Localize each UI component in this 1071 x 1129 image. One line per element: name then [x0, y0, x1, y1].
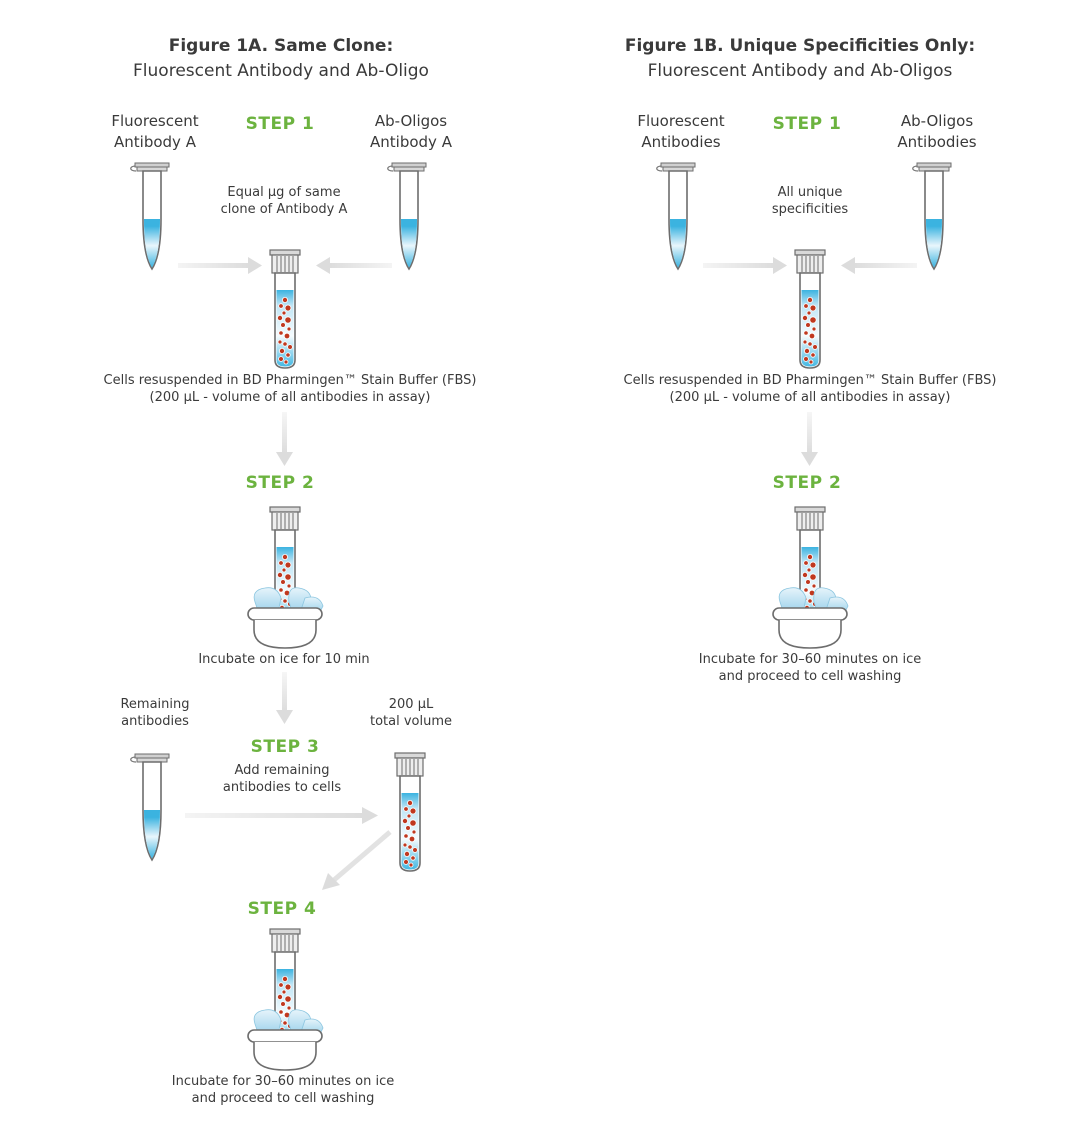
right-tube-label: Ab-Oligos Antibodies — [897, 112, 977, 151]
facs-tube-with-cells-icon — [795, 250, 825, 368]
total-volume-label: 200 µL total volume — [369, 697, 453, 729]
figure-b-subtitle: Fluorescent Antibody and Ab-Oligos — [647, 61, 953, 81]
step-4-label: STEP 4 — [247, 899, 317, 919]
microcentrifuge-tube-icon — [131, 754, 169, 860]
facs-tube-with-cells-icon — [395, 753, 425, 871]
right-tube-label: Ab-Oligos Antibody A — [370, 112, 452, 151]
microcentrifuge-tube-icon — [913, 163, 951, 269]
flow-arrow-icon — [316, 257, 392, 274]
step-1-note: All unique specificities — [771, 185, 849, 217]
figure-a-artwork — [131, 163, 426, 1070]
left-tube-label: Fluorescent Antibodies — [637, 112, 725, 151]
step-3-note: Add remaining antibodies to cells — [222, 763, 342, 795]
step-1-note: Equal µg of same clone of Antibody A — [220, 185, 348, 217]
flow-arrow-icon — [841, 257, 917, 274]
microcentrifuge-tube-icon — [657, 163, 695, 269]
flow-arrow-icon — [322, 832, 390, 890]
step-4-caption: Incubate for 30–60 minutes on ice and proceed to cell washing — [171, 1074, 395, 1106]
figure-a-title: Figure 1A. Same Clone: — [168, 36, 394, 56]
facs-tube-with-cells-icon — [270, 250, 300, 368]
left-tube-label: Fluorescent Antibody A — [111, 112, 199, 151]
microcentrifuge-tube-icon — [131, 163, 169, 269]
step-2-label: STEP 2 — [245, 473, 315, 493]
remaining-antibodies-label: Remaining antibodies — [120, 697, 190, 729]
step-1-caption: Cells resuspended in BD Pharmingen™ Stain Buffer (FBS) (200 µL - volume of all antibodies in assay) — [103, 373, 477, 405]
step-1-caption: Cells resuspended in BD Pharmingen™ Stain Buffer (FBS) (200 µL - volume of all antibodies in assay) — [623, 373, 997, 405]
flow-arrow-icon — [276, 412, 293, 466]
step-3-label: STEP 3 — [250, 737, 320, 757]
microcentrifuge-tube-icon — [388, 163, 426, 269]
step-2-caption: Incubate for 30–60 minutes on ice and proceed to cell washing — [698, 652, 922, 684]
flow-arrow-icon — [185, 807, 378, 824]
flow-arrow-icon — [703, 257, 787, 274]
flow-arrow-icon — [178, 257, 262, 274]
figure-b-title: Figure 1B. Unique Specificities Only: — [624, 36, 976, 56]
step-2-caption: Incubate on ice for 10 min — [198, 652, 370, 667]
step-2-label: STEP 2 — [772, 473, 842, 493]
flow-arrow-icon — [276, 672, 293, 724]
step-1-label: STEP 1 — [245, 114, 315, 134]
flow-arrow-icon — [801, 412, 818, 466]
figure-a-subtitle: Fluorescent Antibody and Ab-Oligo — [133, 61, 429, 81]
step-1-label: STEP 1 — [772, 114, 842, 134]
